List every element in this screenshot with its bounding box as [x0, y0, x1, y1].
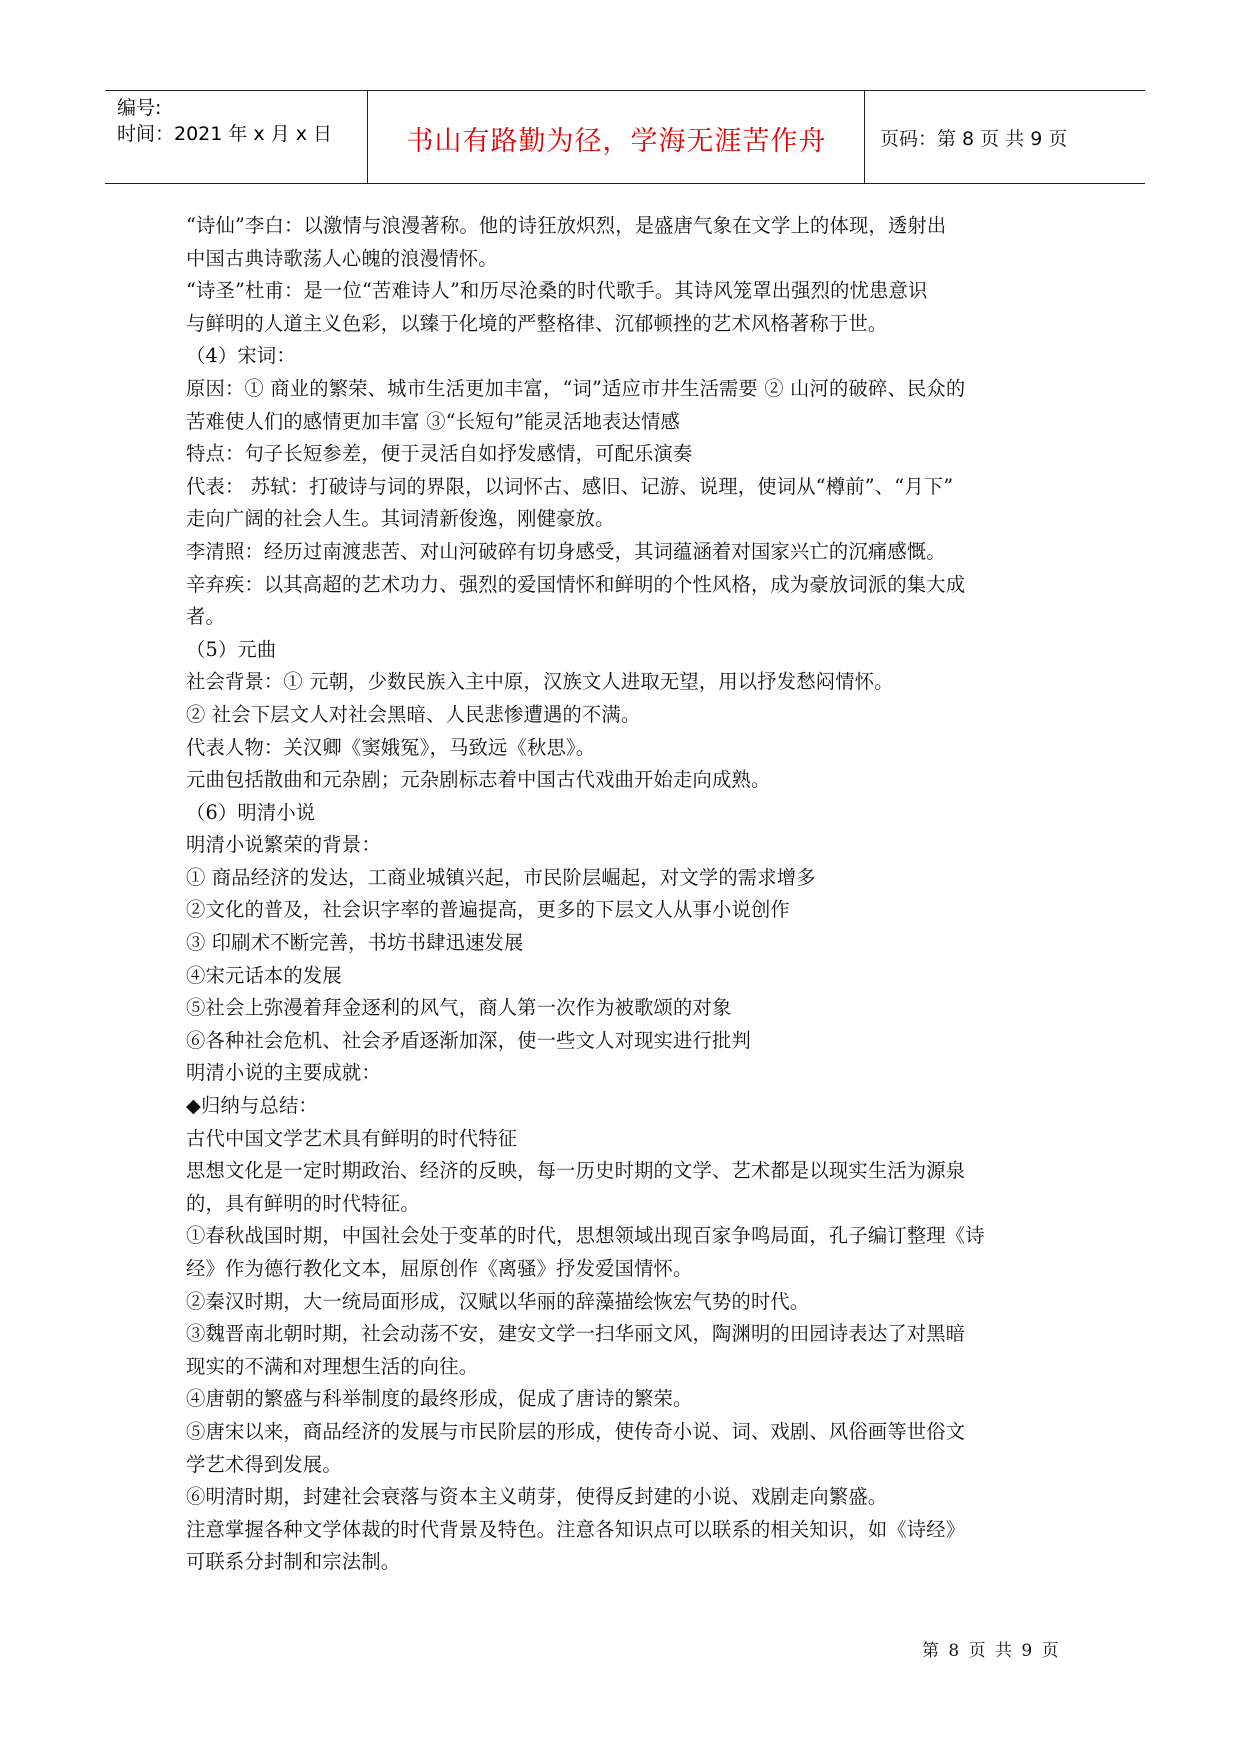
body-line: ⑤社会上弥漫着拜金逐利的风气，商人第一次作为被歌颂的对象 — [186, 996, 732, 1020]
body-line: 代表人物：关汉卿《窦娥冤》，马致远《秋思》。 — [186, 735, 596, 759]
body-line: 社会背景：① 元朝，少数民族入主中原，汉族文人进取无望，用以抒发愁闷情怀。 — [186, 670, 894, 694]
body-line: 古代中国文学艺术具有鲜明的时代特征 — [186, 1126, 518, 1150]
page-footer: 第 8 页 共 9 页 — [922, 1641, 1061, 1661]
body-line: ◆归纳与总结： — [186, 1094, 318, 1118]
body-line: 李清照：经历过南渡悲苦、对山河破碎有切身感受，其词蕴涵着对国家兴亡的沉痛感慨。 — [186, 539, 946, 563]
body-line: 与鲜明的人道主义色彩，以臻于化境的严整格律、沉郁顿挫的艺术风格著称于世。 — [186, 311, 888, 335]
header-page-cell — [866, 91, 1145, 183]
body-line: ②秦汉时期，大一统局面形成，汉赋以华丽的辞藻描绘恢宏气势的时代。 — [186, 1289, 810, 1313]
body-line: 经》作为德行教化文本，屈原创作《离骚》抒发爱国情怀。 — [186, 1257, 693, 1280]
document-number-label: 编号: — [117, 97, 162, 119]
body-line: （5）元曲 — [186, 637, 277, 661]
body-line: ②文化的普及，社会识字率的普遍提高，更多的下层文人从事小说创作 — [186, 898, 790, 922]
body-line: ③魏晋南北朝时期，社会动荡不安，建安文学一扫华丽文风，陶渊明的田园诗表达了对黑暗 — [186, 1322, 966, 1346]
body-line: 者。 — [186, 605, 225, 629]
header-motto: 书山有路勤为径，学海无涯苦作舟 — [406, 126, 827, 157]
body-line: 明清小说繁荣的背景： — [186, 833, 381, 857]
body-line: 可联系分封制和宗法制。 — [186, 1550, 401, 1574]
header-info-cell — [105, 91, 368, 183]
header-page-code: 页码：第 8 页 共 9 页 — [880, 128, 1068, 150]
body-line: 明清小说的主要成就： — [186, 1061, 381, 1085]
body-line: 学艺术得到发展。 — [186, 1452, 342, 1476]
body-line: 现实的不满和对理想生活的向往。 — [186, 1354, 479, 1378]
body-line: “诗仙”李白：以激情与浪漫著称。他的诗狂放炽烈，是盛唐气象在文学上的体现，透射出 — [186, 214, 947, 237]
body-line: 特点：句子长短参差，便于灵活自如抒发感情，可配乐演奏 — [186, 442, 693, 466]
body-line: （6）明清小说 — [186, 800, 316, 824]
body-line: ⑥各种社会危机、社会矛盾逐渐加深，使一些文人对现实进行批判 — [186, 1028, 751, 1052]
body-line: 中国古典诗歌荡人心魄的浪漫情怀。 — [186, 246, 498, 270]
body-line: ① 商品经济的发达，工商业城镇兴起，市民阶层崛起，对文学的需求增多 — [186, 865, 816, 889]
body-line: ③ 印刷术不断完善，书坊书肆迅速发展 — [186, 931, 524, 955]
body-line: ④唐朝的繁盛与科举制度的最终形成，促成了唐诗的繁荣。 — [186, 1387, 693, 1411]
body-line: ④宋元话本的发展 — [186, 963, 342, 987]
body-line: 注意掌握各种文学体裁的时代背景及特色。注意各知识点可以联系的相关知识，如《诗经》 — [186, 1517, 966, 1541]
body-line: ⑥明清时期，封建社会衰落与资本主义萌芽，使得反封建的小说、戏剧走向繁盛。 — [186, 1485, 888, 1509]
body-line: “诗圣”杜甫：是一位“苦难诗人”和历尽沧桑的时代歌手。其诗风笼罩出强烈的忧患意识 — [186, 279, 928, 303]
page-header — [105, 90, 1145, 184]
header-motto-cell — [369, 91, 865, 183]
body-line: 走向广阔的社会人生。其词清新俊逸，刚健豪放。 — [186, 507, 615, 531]
document-date: 时间：2021 年 x 月 x 日 — [117, 123, 333, 145]
body-line: ①春秋战国时期，中国社会处于变革的时代，思想领域出现百家争鸣局面，孔子编订整理《诗 — [186, 1224, 985, 1248]
body-line: （4）宋词： — [186, 344, 296, 368]
body-line: ② 社会下层文人对社会黑暗、人民悲惨遭遇的不满。 — [186, 702, 641, 726]
body-line: 的，具有鲜明的时代特征。 — [186, 1191, 420, 1215]
body-line: 元曲包括散曲和元杂剧；元杂剧标志着中国古代戏曲开始走向成熟。 — [186, 768, 771, 792]
body-line: 辛弃疾：以其高超的艺术功力、强烈的爱国情怀和鲜明的个性风格，成为豪放词派的集大成 — [186, 572, 966, 596]
body-line: 原因：① 商业的繁荣、城市生活更加丰富，“词”适应市井生活需要 ② 山河的破碎、民众的 — [186, 376, 966, 400]
body-line: ⑤唐宋以来，商品经济的发展与市民阶层的形成，使传奇小说、词、戏剧、风俗画等世俗文 — [186, 1419, 966, 1443]
body-line: 苦难使人们的感情更加丰富 ③“长短句”能灵活地表达情感 — [186, 409, 680, 433]
body-line: 思想文化是一定时期政治、经济的反映，每一历史时期的文学、艺术都是以现实生活为源泉 — [186, 1159, 966, 1183]
body-line: 代表： 苏轼：打破诗与词的界限，以词怀古、感旧、记游、说理，使词从“樽前”、“月下” — [186, 474, 954, 498]
document-body — [186, 210, 1066, 1579]
